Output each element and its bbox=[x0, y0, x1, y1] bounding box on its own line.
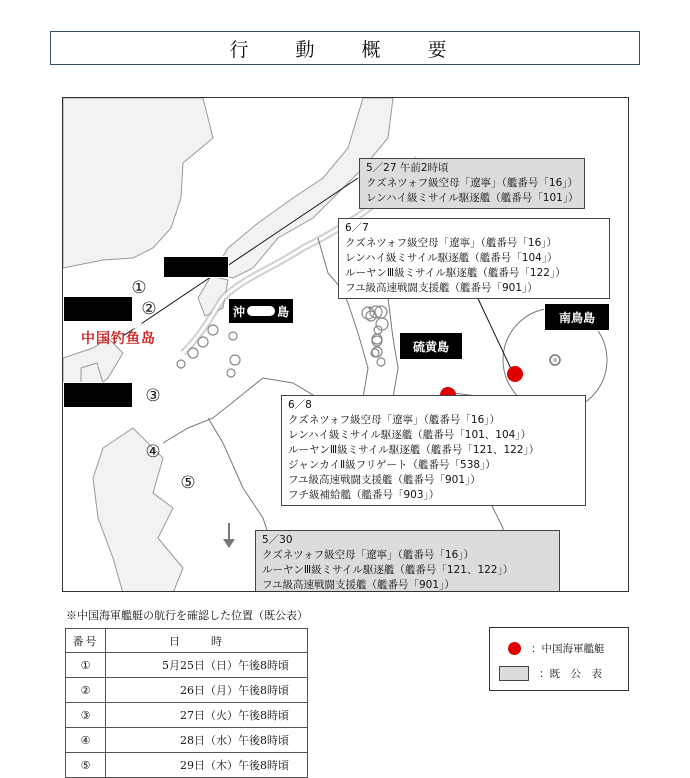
callout-line: 5／27 午前2時頃 bbox=[366, 162, 449, 174]
callout-line: レンハイ級ミサイル駆逐艦（艦番号「101」） bbox=[366, 192, 579, 204]
row-datetime: 27日（火）午後8時頃 bbox=[106, 703, 308, 728]
nanto-island-core bbox=[553, 358, 557, 362]
callout-may30 bbox=[255, 530, 560, 592]
map-legend bbox=[489, 627, 629, 691]
callout-line: クズネツォフ級空母「遼寧」（艦番号「16」） bbox=[262, 549, 475, 561]
label-china-redacted bbox=[63, 382, 133, 408]
position-marker-2: ② bbox=[141, 299, 157, 319]
callout-line: ルーヤンⅢ級ミサイル駆逐艦（艦番号「121、122」） bbox=[262, 564, 514, 576]
legend-row-known bbox=[499, 666, 602, 681]
may30-arrow-head bbox=[223, 539, 235, 548]
label-diaoyu: 中国钓鱼岛 bbox=[81, 331, 156, 347]
philippines-land bbox=[93, 428, 183, 592]
table-row bbox=[66, 678, 308, 703]
dates-table bbox=[65, 628, 308, 778]
okinawa-label-part: 沖 bbox=[232, 304, 245, 319]
position-marker-5: ⑤ bbox=[180, 473, 196, 493]
ship-marker-jun7 bbox=[507, 366, 523, 382]
callout-line: フチ級補給艦（艦番号「903」） bbox=[288, 489, 440, 501]
page-title: 行 動 概 要 bbox=[50, 31, 640, 65]
legend-row-ship bbox=[499, 641, 605, 656]
legend-ship-label: ：中国海軍艦艇 bbox=[531, 643, 605, 655]
position-marker-3: ③ bbox=[145, 386, 161, 406]
row-datetime: 5月25日（日）午後8時頃 bbox=[106, 653, 308, 678]
row-number: ⑤ bbox=[66, 753, 106, 778]
callout-line: ルーヤンⅢ級ミサイル駆逐艦（艦番号「122」） bbox=[345, 267, 566, 279]
label-taiwan-redacted bbox=[63, 296, 133, 322]
callout-line: クズネツォフ級空母「遼寧」（艦番号「16」） bbox=[288, 414, 501, 426]
callout-may27 bbox=[359, 158, 585, 209]
row-datetime: 26日（月）午後8時頃 bbox=[106, 678, 308, 703]
position-marker-1: ① bbox=[131, 278, 147, 298]
row-number: ③ bbox=[66, 703, 106, 728]
header-number: 番号 bbox=[66, 629, 106, 653]
callout-line: ルーヤンⅢ級ミサイル駆逐艦（艦番号「121、122」） bbox=[288, 444, 540, 456]
callout-line: フユ級高速戦闘支援艦（艦番号「901」） bbox=[262, 579, 455, 591]
callout-line: フユ級高速戦闘支援艦（艦番号「901」） bbox=[345, 282, 538, 294]
red-dot-icon bbox=[508, 642, 521, 655]
callout-line: 6／8 bbox=[288, 399, 312, 411]
iwoto-islands bbox=[362, 306, 382, 357]
iwoto-chain bbox=[388, 298, 398, 398]
table-row bbox=[66, 653, 308, 678]
callout-line: 5／30 bbox=[262, 534, 293, 546]
callout-line: レンハイ級ミサイル駆逐艦（艦番号「101、104」） bbox=[288, 429, 532, 441]
callout-jun8 bbox=[281, 395, 586, 506]
label-korea-redacted bbox=[163, 256, 229, 278]
jun7-leader bbox=[473, 288, 513, 373]
callout-line: レンハイ級ミサイル駆逐艦（艦番号「104」） bbox=[345, 252, 558, 264]
korea-land bbox=[63, 98, 213, 268]
table-header-row bbox=[66, 629, 308, 653]
table-row bbox=[66, 703, 308, 728]
callout-line: 6／7 bbox=[345, 222, 369, 234]
table-row bbox=[66, 753, 308, 778]
label-nanto: 南鳥島 bbox=[544, 303, 610, 331]
table-row bbox=[66, 728, 308, 753]
position-note: ※中国海軍艦艇の航行を確認した位置（既公表） bbox=[66, 609, 308, 622]
callout-line: クズネツォフ級空母「遼寧」（艦番号「16」） bbox=[345, 237, 558, 249]
map-panel bbox=[62, 97, 629, 592]
header-datetime: 日 時 bbox=[106, 629, 308, 653]
callout-line: クズネツォフ級空母「遼寧」（艦番号「16」） bbox=[366, 177, 579, 189]
legend-known-label: ：既 公 表 bbox=[539, 668, 602, 680]
row-datetime: 28日（水）午後8時頃 bbox=[106, 728, 308, 753]
row-number: ④ bbox=[66, 728, 106, 753]
label-iwoto: 硫黄島 bbox=[399, 332, 463, 360]
callout-line: ジャンカイⅡ級フリゲート（艦番号「538」） bbox=[288, 459, 496, 471]
row-number: ② bbox=[66, 678, 106, 703]
callout-line: フユ級高速戦闘支援艦（艦番号「901」） bbox=[288, 474, 481, 486]
position-marker-4: ④ bbox=[145, 442, 161, 462]
row-datetime: 29日（木）午後8時頃 bbox=[106, 753, 308, 778]
okinawa-label-part2: 島 bbox=[277, 304, 290, 319]
gray-box-icon bbox=[499, 666, 529, 681]
callout-jun7 bbox=[338, 218, 610, 299]
label-okinawa bbox=[228, 298, 294, 324]
row-number: ① bbox=[66, 653, 106, 678]
